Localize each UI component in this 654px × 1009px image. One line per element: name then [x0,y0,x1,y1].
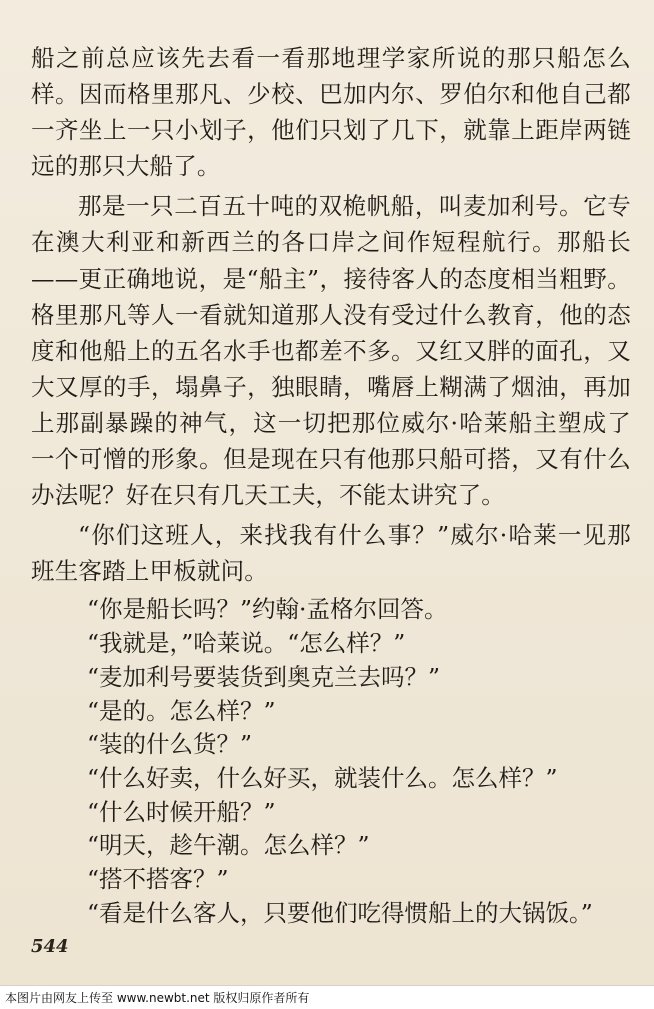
dialogue-line: “搭不搭客？” [87,865,229,894]
dialogue-line: “明天，趁午潮。怎么样？” [87,831,370,860]
dialogue-line: “是的。怎么样？” [87,696,276,725]
dialogue-block [31,593,631,930]
dialogue-line: “装的什么货？” [87,730,253,759]
footer-text: 本图片由网友上传至 www.newbt.net 版权归原作者所有 [5,991,310,1005]
dialogue-line: “什么好卖，什么好买，就装什么。怎么样？” [87,763,558,792]
dialogue-line: “麦加利号要装货到奥克兰去吗？” [87,662,441,691]
paragraph-3: “你们这班人，来找我有什么事？”威尔·哈莱一见那班生客踏上甲板就问。 [31,521,631,586]
paragraph-1: 船之前总应该先去看一看那地理学家所说的那只船怎么样。因而格里那凡、少校、巴加内尔、罗伯尔和他自己都一齐坐上一只小划子，他们只划了几下，就靠上距岸两链远的那只大船了。 [31,44,631,181]
page-text [31,40,631,930]
dialogue-line: “你是船长吗？”约翰·孟格尔回答。 [87,595,448,624]
paragraph-2: 那是一只二百五十吨的双桅帆船，叫麦加利号。它专在澳大利亚和新西兰的各口岸之间作短程航行。那船长——更正确地说，是“船主”，接待客人的态度相当粗野。格里那凡等人一看就知道那人没有受过什么教育，他的态度和他船上的五名水手也都差不多。又红又胖的面孔，又大又厚的手，塌鼻子，独眼睛，嘴唇上糊满了烟油，再加上那副暴躁的神气，这一切把那位威尔·哈莱船主塑成了一个可憎的形象。但是现在只有他那只船可搭，又有什么办法呢？好在只有几天工夫，不能太讲究了。 [31,192,631,510]
watermark-footer [0,985,654,1009]
dialogue-line: “我就是，”哈莱说。“怎么样？” [87,629,406,658]
dialogue-line: “看是什么客人，只要他们吃得惯船上的大锅饭。” [87,898,593,927]
dialogue-line: “什么时候开船？” [87,797,276,826]
page-number: 544 [31,936,69,957]
